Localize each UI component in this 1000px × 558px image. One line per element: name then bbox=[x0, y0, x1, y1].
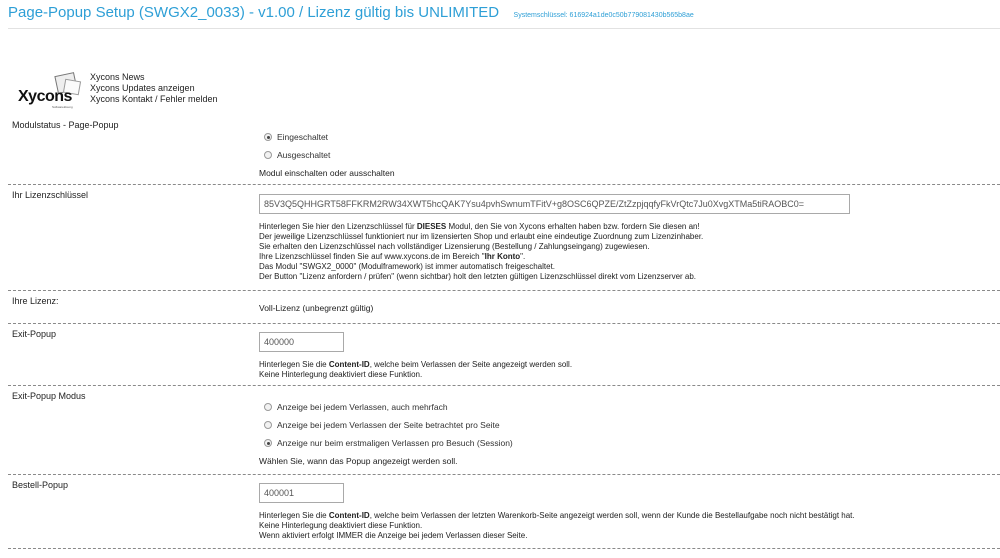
lizenz-label: Ihre Lizenz: bbox=[12, 296, 59, 306]
page-title: Page-Popup Setup (SWGX2_0033) - v1.00 / Lizenz gültig bis UNLIMITED bbox=[8, 4, 500, 21]
logo-text: Xycons bbox=[18, 88, 72, 105]
exitpopup-body bbox=[259, 332, 572, 380]
row-modulstatus bbox=[8, 116, 1000, 185]
bestellpopup-body bbox=[259, 483, 855, 541]
row-exitpopup bbox=[8, 325, 1000, 386]
exitmodus-label: Exit-Popup Modus bbox=[12, 391, 86, 401]
exitmodus-option-1-label: Anzeige bei jedem Verlassen der Seite betrachtet pro Seite bbox=[277, 420, 500, 430]
modulstatus-label: Modulstatus - Page-Popup bbox=[12, 120, 119, 130]
radio-off[interactable] bbox=[264, 151, 272, 159]
exitmodus-radio-1[interactable] bbox=[264, 421, 272, 429]
logo-image bbox=[14, 72, 76, 109]
exitmodus-option-2-label: Anzeige nur beim erstmaligen Verlassen pro Besuch (Session) bbox=[277, 438, 513, 448]
lizenz-desc-line2: Der jeweilige Lizenzschlüssel funktioniert nur im lizensierten Shop und erlaubt eine eindeutige Zuordnung zum Lizenzinhaber. bbox=[259, 232, 704, 241]
exitpopup-desc-line1: Hinterlegen Sie die Content-ID, welche beim Verlassen der Seite angezeigt werden soll. bbox=[259, 360, 573, 369]
link-news[interactable]: Xycons News bbox=[90, 72, 145, 82]
exitmodus-description: Wählen Sie, wann das Popup angezeigt werden soll. bbox=[259, 456, 458, 466]
exitpopup-input[interactable]: 400000 bbox=[259, 332, 344, 352]
radio-option-on[interactable] bbox=[259, 128, 395, 146]
license-key-input[interactable]: 85V3Q5QHHGRT58FFKRM2RW34XWT5hcQAK7Ysu4pvhSwnumTFitV+g8OSC6QPZE/ZtZzpjqqfyFkVrQtc7Ju0XvgXTMa5tiRAOBC0= bbox=[259, 194, 850, 214]
bestellpopup-description bbox=[259, 511, 855, 541]
row-bestellpopup bbox=[8, 476, 1000, 549]
lizenz-value: Voll-Lizenz (unbegrenzt gültig) bbox=[259, 303, 374, 313]
radio-on[interactable] bbox=[264, 133, 272, 141]
modulstatus-options bbox=[259, 128, 395, 178]
row-exitmodus bbox=[8, 387, 1000, 475]
radio-option-off[interactable] bbox=[259, 146, 395, 164]
page-header bbox=[8, 4, 694, 22]
bestellpopup-desc-line2: Keine Hinterlegung deaktiviert diese Funktion. bbox=[259, 521, 423, 530]
lizenzschluessel-label: Ihr Lizenzschlüssel bbox=[12, 190, 89, 200]
row-lizenz bbox=[8, 292, 1000, 324]
lizenz-desc-line6: Der Button "Lizenz anfordern / prüfen" (wenn sichtbar) holt den letzten gültigen Lizenzschlüssel direkt vom Lizenzserver ab. bbox=[259, 272, 697, 281]
lizenz-desc-line1: Hinterlegen Sie hier den Lizenzschlüssel für DIESES Modul, den Sie von Xycons erhalten haben bzw. fordern Sie diesen an! bbox=[259, 222, 700, 231]
logo-subtext: Softwarelösung bbox=[52, 105, 73, 109]
xycons-links bbox=[90, 72, 218, 105]
exitmodus-radio-2[interactable] bbox=[264, 439, 272, 447]
exitpopup-label: Exit-Popup bbox=[12, 329, 57, 339]
bestellpopup-desc-line3: Wenn aktiviert erfolgt IMMER die Anzeige bei jedem Verlassen dieser Seite. bbox=[259, 531, 528, 540]
link-updates[interactable]: Xycons Updates anzeigen bbox=[90, 83, 195, 93]
lizenz-desc-line5: Das Modul "SWGX2_0000" (Modulframework) ist immer automatisch freigeschaltet. bbox=[259, 262, 556, 271]
exitpopup-description bbox=[259, 360, 572, 380]
lizenzschluessel-description bbox=[259, 222, 850, 282]
link-contact[interactable]: Xycons Kontakt / Fehler melden bbox=[90, 94, 218, 104]
modulstatus-description: Modul einschalten oder ausschalten bbox=[259, 168, 395, 178]
lizenz-desc-line4: Ihre Lizenzschlüssel finden Sie auf www.xycons.de im Bereich "Ihr Konto". bbox=[259, 252, 526, 261]
lizenz-desc-line3: Sie erhalten den Lizenzschlüssel nach vollständiger Lizensierung (Bestellung / Zahlungseingang) zugewiesen. bbox=[259, 242, 650, 251]
bestellpopup-input[interactable]: 400001 bbox=[259, 483, 344, 503]
bestellpopup-desc-line1: Hinterlegen Sie die Content-ID, welche beim Verlassen der letzten Warenkorb-Seite angezeigt werden soll, wenn der Kunde die Bestellaufgabe noch nicht bestätigt hat. bbox=[259, 511, 855, 520]
system-key: Systemschlüssel: 616924a1de0c50b779081430b565b8ae bbox=[513, 12, 694, 19]
bestellpopup-label: Bestell-Popup bbox=[12, 480, 69, 490]
exitmodus-radio-0[interactable] bbox=[264, 403, 272, 411]
exitmodus-option-0-label: Anzeige bei jedem Verlassen, auch mehrfach bbox=[277, 402, 448, 412]
exitmodus-options bbox=[259, 398, 513, 466]
header-divider bbox=[8, 28, 1000, 29]
lizenzschluessel-body bbox=[259, 194, 850, 282]
exitmodus-option-1[interactable] bbox=[259, 416, 513, 434]
radio-on-label: Eingeschaltet bbox=[277, 132, 329, 142]
exitmodus-option-2[interactable] bbox=[259, 434, 513, 452]
row-lizenzschluessel bbox=[8, 186, 1000, 291]
radio-off-label: Ausgeschaltet bbox=[277, 150, 331, 160]
exitmodus-option-0[interactable] bbox=[259, 398, 513, 416]
exitpopup-desc-line2: Keine Hinterlegung deaktiviert diese Funktion. bbox=[259, 370, 423, 379]
